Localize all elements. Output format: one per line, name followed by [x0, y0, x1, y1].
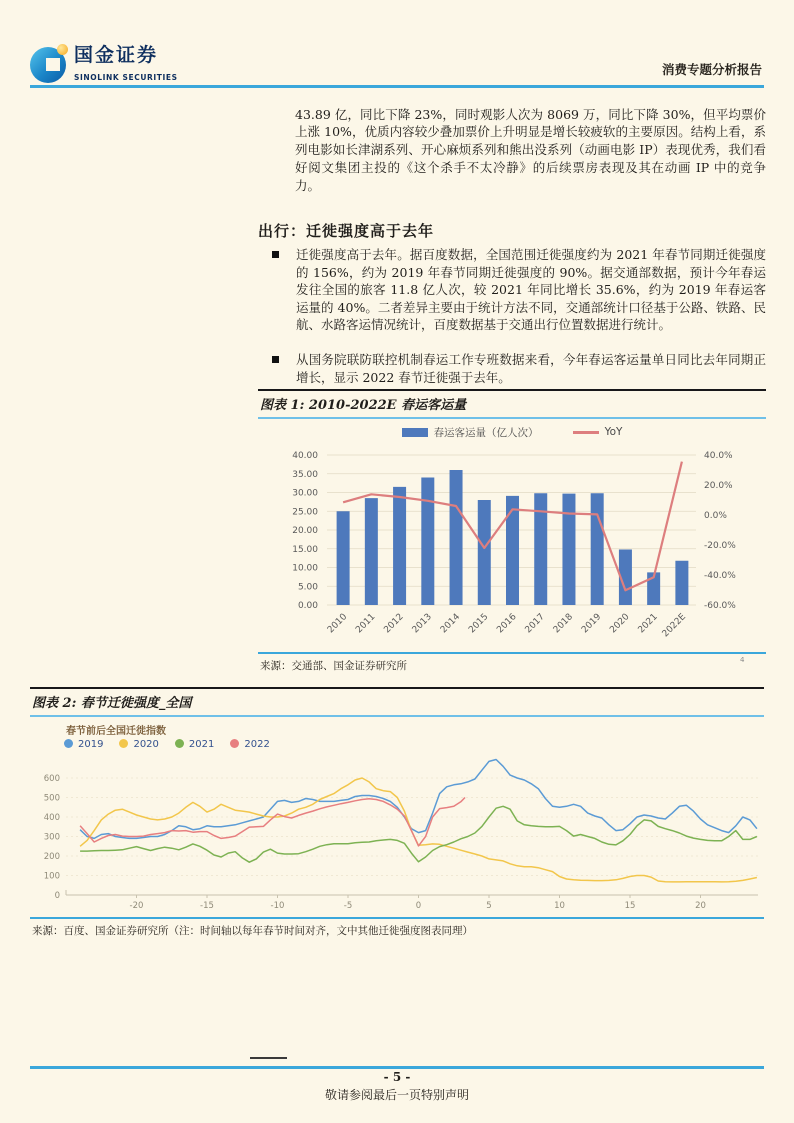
legend-label: 2021: [188, 739, 215, 750]
svg-text:5: 5: [486, 901, 492, 911]
svg-text:2015: 2015: [467, 612, 491, 636]
bar-2016: [506, 496, 519, 605]
legend-item: [119, 739, 158, 750]
footer-disclaimer: 敬请参阅最后一页特别声明: [324, 1088, 469, 1102]
legend-label: 2019: [78, 739, 104, 750]
svg-text:-40.0%: -40.0%: [704, 571, 736, 581]
svg-text:2017: 2017: [523, 612, 547, 636]
svg-text:-60.0%: -60.0%: [704, 601, 736, 611]
bar-2022E: [675, 561, 688, 605]
svg-text:-5: -5: [343, 901, 353, 911]
chart2-legend: [64, 739, 270, 750]
svg-text:-10: -10: [270, 901, 285, 911]
svg-text:2021: 2021: [636, 612, 660, 636]
series-line-2021: [80, 806, 757, 862]
svg-text:35.00: 35.00: [292, 469, 318, 480]
bar-2012: [393, 487, 406, 605]
bullet-square-icon: [272, 251, 279, 258]
svg-text:2022E: 2022E: [660, 612, 689, 640]
legend-item: [64, 739, 103, 750]
brand-name-cn: 国金证券: [74, 44, 159, 66]
bar-2010: [337, 511, 350, 605]
bar-2014: [450, 470, 463, 605]
bullet-square-icon: [272, 356, 279, 363]
bar-2013: [421, 478, 434, 606]
body-paragraph: 43.89 亿，同比下降 23%，同时观影人次为 8069 万，同比下降 30%，但平均票价上涨 10%，优质内容较少叠加票价上升明显是增长较疲软的主要原因。结构上看，系列电影如长津湖系列、开心麻烦系列和熊出没系列（动画电影 IP）表现优秀，我们看好阅文集团主投的《这个杀手不太冷静》的后续票房表现及其在动画 IP 中的竞争力。: [295, 106, 766, 193]
chart-corner-mark: 4: [740, 656, 745, 664]
legend-label: 春运客运量（亿人次）: [433, 426, 539, 439]
figure-2: [30, 687, 764, 938]
figure-1-source: 来源：交通部、国金证券研究所: [258, 652, 766, 673]
legend-label: 2022: [244, 739, 270, 750]
figure-1: [258, 389, 766, 673]
svg-text:400: 400: [43, 813, 60, 823]
svg-text:40.0%: 40.0%: [704, 451, 733, 461]
legend-label: 2020: [133, 739, 159, 750]
svg-text:2012: 2012: [382, 612, 406, 636]
brand-text: [74, 45, 178, 84]
bullet-text: 从国务院联防联控机制春运工作专班数据来看，今年春运客运量单日同比去年同期正增长，显示 2022 春节迁徙强于去年。: [296, 352, 766, 385]
figure-2-chart-area: [30, 717, 764, 917]
svg-text:2018: 2018: [551, 612, 576, 636]
legend-label: YoY: [604, 426, 623, 438]
bar-2015: [478, 500, 491, 605]
svg-text:2020: 2020: [608, 612, 632, 636]
svg-text:-20.0%: -20.0%: [704, 541, 736, 551]
svg-text:10: 10: [554, 901, 565, 911]
bar-2019: [591, 493, 604, 605]
series-line-2019: [80, 760, 757, 839]
legend-item: [402, 425, 539, 440]
svg-text:5.00: 5.00: [297, 582, 318, 593]
legend-dot-icon: [230, 739, 239, 748]
svg-text:15: 15: [624, 901, 636, 911]
svg-text:2016: 2016: [495, 612, 519, 636]
svg-text:2010: 2010: [325, 612, 350, 636]
svg-text:20.00: 20.00: [292, 526, 318, 536]
legend-dot-icon: [175, 739, 184, 748]
chart2-inner-title: 春节前后全国迁徙指数: [66, 726, 166, 737]
logo-notch: [46, 58, 60, 71]
svg-text:20.0%: 20.0%: [704, 481, 733, 491]
footer-rule: [30, 1066, 764, 1069]
series-line-2020: [80, 778, 757, 882]
svg-text:2014: 2014: [438, 612, 463, 636]
figure-2-title: 图表 2: 春节迁徙强度_全国: [30, 687, 764, 717]
legend-dot-icon: [64, 739, 73, 748]
bar-2018: [562, 494, 575, 605]
page-number: - 5 -: [383, 1070, 411, 1084]
header-rule: [30, 85, 764, 88]
brand-name-en: SINOLINK SECURITIES: [74, 73, 178, 82]
bullet-item: [272, 246, 766, 334]
line-swatch-icon: [573, 431, 599, 434]
sinolink-logo-icon: [30, 47, 66, 83]
legend-dot-icon: [119, 739, 128, 748]
svg-text:30.00: 30.00: [292, 488, 318, 499]
figure-1-title: 图表 1: 2010-2022E 春运客运量: [258, 389, 766, 419]
logo-dot: [57, 44, 68, 55]
migration-index-chart: [30, 755, 764, 913]
svg-text:2011: 2011: [354, 612, 378, 636]
svg-text:-20: -20: [129, 901, 144, 911]
bar-2011: [365, 498, 378, 605]
report-type-label: 消费专题分析报告: [661, 62, 762, 77]
bar-swatch-icon: [402, 428, 428, 437]
chart1-legend: [258, 424, 766, 440]
svg-text:10.00: 10.00: [292, 563, 318, 574]
figure-1-chart-area: [258, 424, 766, 664]
svg-text:-15: -15: [200, 901, 214, 911]
svg-text:25.00: 25.00: [292, 507, 318, 518]
svg-text:2013: 2013: [410, 612, 434, 636]
svg-text:300: 300: [43, 832, 60, 843]
legend-item: [230, 739, 269, 750]
legend-item: [573, 426, 623, 438]
bullet-item: [272, 351, 766, 386]
stray-mark: [250, 1057, 287, 1059]
svg-text:500: 500: [43, 793, 60, 804]
svg-text:0.0%: 0.0%: [704, 511, 727, 521]
bullet-text: 迁徙强度高于去年。据百度数据，全国范围迁徙强度约为 2021 年春节同期迁徙强度的 156%，约为 2019 年春节同期迁徙强度的 90%。据交通部数据，预计今年春运发往全国的旅客 11.8 亿人次，较 2021 年同比增长 35.6%，约为 2019 年春运客运量的 40%。二者差异主要由于统计方法不同，交通部统计口径基于公路、铁路、民航、水路客运情况统计，百度数据基于交通出行位置数据进行统计。: [296, 247, 766, 333]
sinolink-logo: [30, 45, 178, 84]
svg-text:0.00: 0.00: [297, 601, 318, 611]
svg-text:15.00: 15.00: [292, 544, 318, 555]
svg-text:200: 200: [43, 852, 60, 862]
legend-item: [175, 739, 214, 750]
svg-text:100: 100: [43, 871, 60, 882]
passenger-volume-chart: [284, 440, 754, 645]
section-heading: 出行：迁徙强度高于去年: [258, 222, 435, 241]
svg-text:40.00: 40.00: [292, 451, 318, 461]
svg-text:20: 20: [695, 901, 706, 911]
figure-2-source: 来源：百度、国金证券研究所（注：时间轴以每年春节时间对齐，文中其他迁徙强度图表同理）: [30, 917, 764, 938]
svg-text:600: 600: [43, 774, 60, 784]
svg-text:2019: 2019: [580, 612, 604, 636]
svg-text:0: 0: [415, 901, 422, 911]
svg-text:0: 0: [54, 891, 60, 901]
